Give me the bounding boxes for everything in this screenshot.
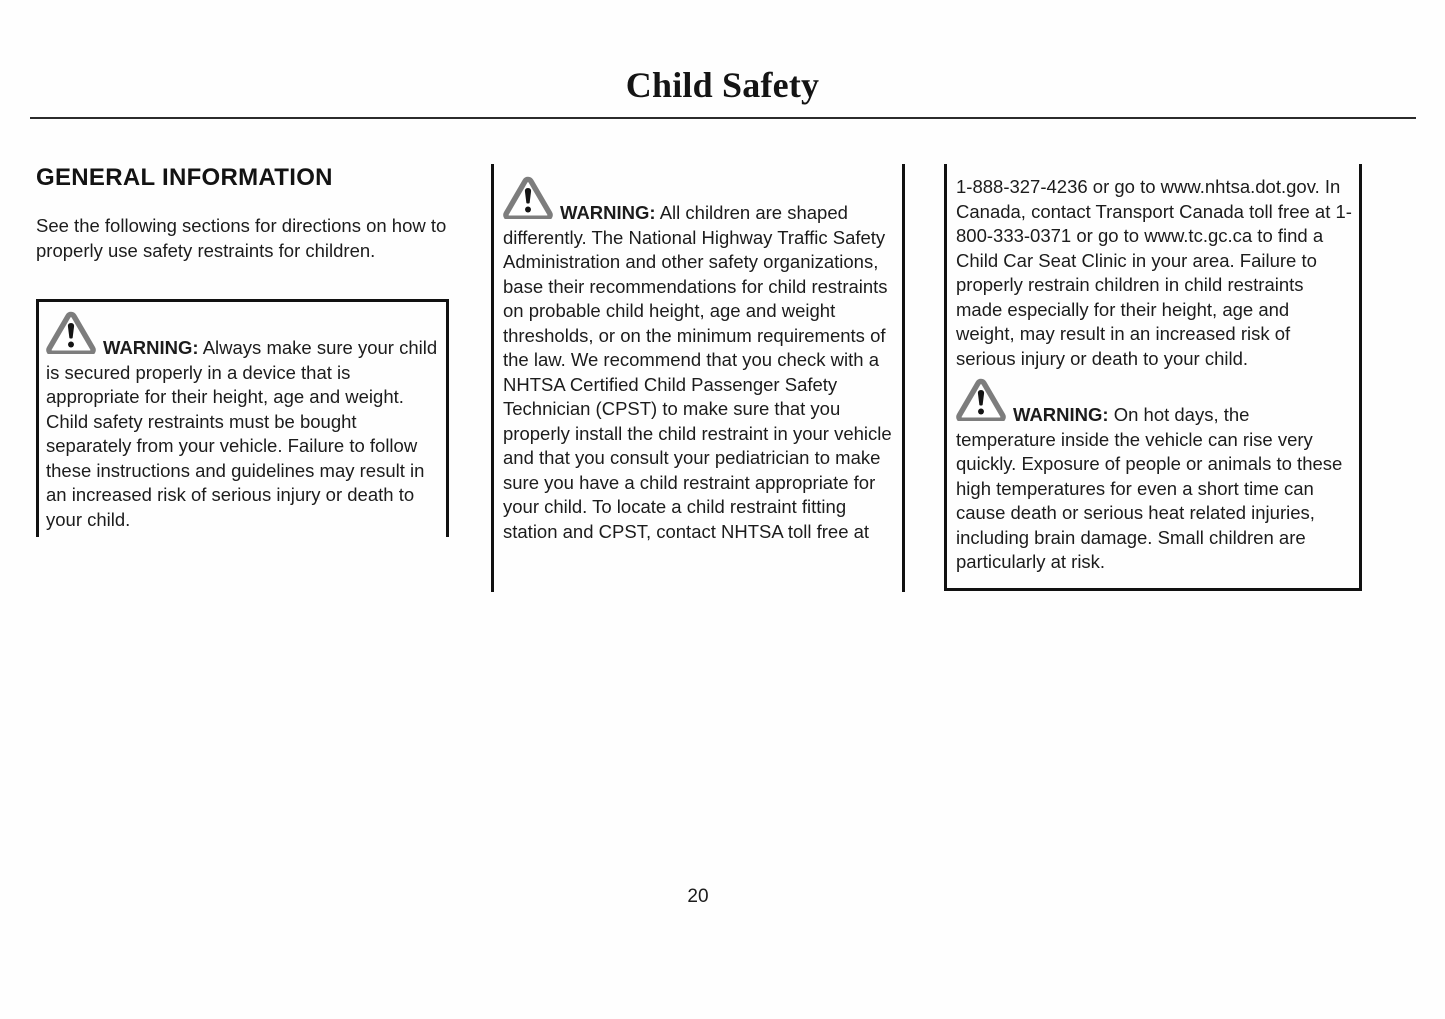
warning-icon bbox=[956, 378, 1006, 421]
warning-box-2 bbox=[491, 164, 905, 592]
warning-label: WARNING: bbox=[1013, 404, 1109, 425]
warning-paragraph bbox=[503, 176, 895, 544]
page-number: 20 bbox=[687, 886, 709, 907]
intro-paragraph: See the following sections for directions on how to properly use safety restraints for children. bbox=[36, 215, 447, 261]
warning-paragraph bbox=[956, 378, 1352, 575]
warning-continuation-text: 1-888-327-4236 or go to www.nhtsa.dot.gov. In Canada, contact Transport Canada toll free at 1-800-333-0371 or go to www.tc.gc.ca to find a Child Car Seat Clinic in your area. Failure to properly restrain children in child restraints made especially for their height, age and weight, may result in an increased risk of serious injury or death to your child. bbox=[956, 176, 1352, 369]
warning-icon bbox=[46, 311, 96, 354]
warning-text: Always make sure your child is secured properly in a device that is appropriate for their height, age and weight. Child safety restraints must be bought separately from your vehicle. Failure to follow these instructions and guidelines may result in an increased risk of serious injury or death to your child. bbox=[46, 337, 438, 530]
warning-box-3 bbox=[944, 164, 1362, 591]
warning-label: WARNING: bbox=[560, 202, 656, 223]
warning-text: On hot days, the temperature inside the vehicle can rise very quickly. Exposure of people or animals to these high temperatures for even a short time can cause death or serious heat related injuries, including brain damage. Small children are particularly at risk. bbox=[956, 404, 1343, 572]
warning-icon bbox=[503, 176, 553, 219]
warning-label: WARNING: bbox=[103, 337, 199, 358]
section-heading: GENERAL INFORMATION bbox=[36, 164, 333, 191]
warning-text: All children are shaped differently. The National Highway Traffic Safety Administration and other safety organizations, base their recommendations for child restraints on probable child height, age and weight thresholds, or on the minimum requirements of the law. We recommend that you check with a NHTSA Certified Child Passenger Safety Technician (CPST) to make sure that you properly install the child restraint in your vehicle and that you consult your pediatrician to make sure you have a child restraint appropriate for your child. To locate a child restraint fitting station and CPST, contact NHTSA toll free at bbox=[503, 202, 892, 542]
warning-box-1 bbox=[36, 299, 449, 537]
warning-paragraph bbox=[46, 311, 440, 532]
title-rule bbox=[30, 117, 1416, 119]
page-title: Child Safety bbox=[625, 65, 820, 105]
